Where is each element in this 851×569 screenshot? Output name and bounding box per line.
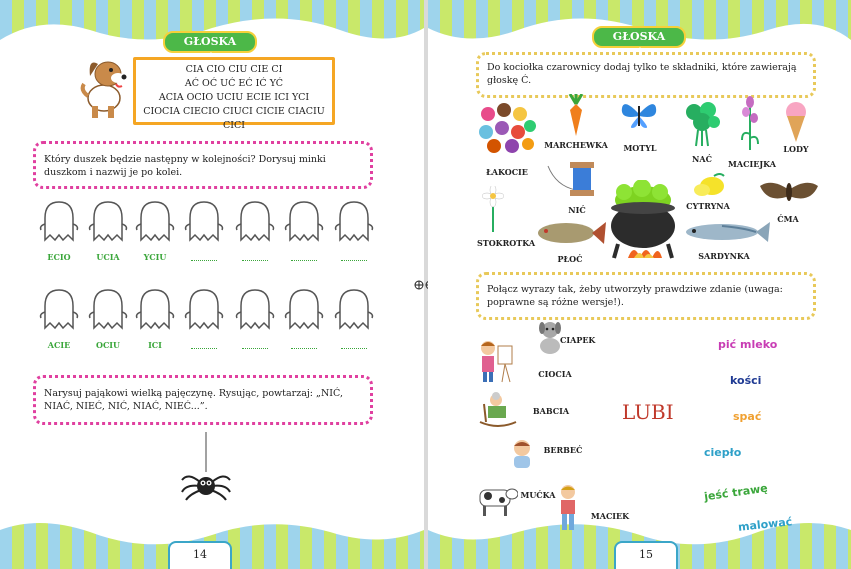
- label-nic: NIĆ: [568, 205, 586, 215]
- syllable-line-4: CIOCIA CIECIO CIUCI CICIE CIACIU CICI: [143, 106, 325, 131]
- syllable-line-2: AĆ OĆ UĆ EĆ IĆ YĆ: [184, 78, 284, 89]
- parsley-icon: [682, 100, 722, 148]
- answer-blank: [291, 260, 317, 261]
- ghost-icon: [88, 288, 128, 332]
- moth-icon: [758, 176, 820, 210]
- syllable-frame: [133, 57, 335, 131]
- ghost: [235, 200, 275, 248]
- ghost-icon: [135, 200, 175, 244]
- ghost-label: OCIU: [95, 340, 121, 350]
- right-page: [428, 0, 851, 569]
- cauldron-icon: [604, 180, 682, 260]
- answer-blank: [191, 260, 217, 261]
- ghost: [284, 200, 324, 248]
- ghost-icon: [88, 200, 128, 244]
- task-spider-text: Narysuj pająkowi wielką pajęczynę. Rysując, powtarzaj: „NIĆ, NIAĆ, NIEĆ, NIĆ, NIAĆ, NIEĆ...”.: [44, 388, 343, 412]
- ice-cream-icon: [784, 100, 808, 144]
- ghost: [39, 288, 79, 336]
- subject-ciapek: CIAPEK: [560, 335, 596, 345]
- ghost: [39, 200, 79, 248]
- lesson-tag: GŁOSKA: [163, 31, 257, 53]
- label-lody: LODY: [783, 144, 809, 154]
- maciejka-flower-icon: [740, 94, 760, 152]
- ghost-icon: [184, 288, 224, 332]
- carrot-icon: [564, 94, 588, 138]
- syllable-line-1: CIA CIO CIU CIE CI: [185, 64, 283, 75]
- ghost: [88, 200, 128, 248]
- ghost-label: ACIE: [47, 340, 71, 350]
- subject-mucka: MUĆKA: [520, 490, 556, 500]
- task-ghosts-text: Który duszek będzie następny w kolejności? Dorysuj minki duszkom i nazwij je po kolei.: [44, 154, 326, 178]
- task-box-ghosts: [33, 141, 373, 189]
- ghost-icon: [235, 200, 275, 244]
- label-cytryna: CYTRYNA: [686, 201, 730, 211]
- label-maciejka: MACIEJKA: [728, 159, 776, 169]
- toddler-icon: [508, 438, 538, 472]
- syllable-lines: [136, 63, 332, 133]
- ghost: [135, 200, 175, 248]
- label-lakocie: ŁAKOCIE: [486, 167, 528, 177]
- spider-icon: [180, 432, 232, 502]
- page-number-left: 14: [168, 541, 232, 569]
- label-motyl: MOTYL: [623, 143, 657, 153]
- ghost-icon: [135, 288, 175, 332]
- subject-berbec: BERBEĆ: [543, 445, 583, 455]
- ghost-label: YCIU: [143, 252, 167, 262]
- answer-blank: [191, 348, 217, 349]
- lemon-icon: [692, 172, 726, 198]
- answer-blank: [242, 348, 268, 349]
- cow-icon: [476, 482, 518, 518]
- answer-blank: [242, 260, 268, 261]
- sweets-icon: [476, 100, 538, 160]
- subject-ciocia: CIOCIA: [538, 369, 572, 379]
- task-box-spider: [33, 375, 373, 425]
- task-cauldron-text: Do kociołka czarownicy dodaj tylko te składniki, które zawierają głoskę Ć.: [487, 62, 797, 86]
- ghost: [334, 200, 374, 248]
- label-nac: NAĆ: [692, 154, 712, 164]
- object-pic-mleko: pić mleko: [718, 338, 778, 351]
- ghost: [88, 288, 128, 336]
- ghost-icon: [184, 200, 224, 244]
- subject-maciek: MACIEK: [590, 511, 630, 521]
- ghost: [184, 200, 224, 248]
- butterfly-icon: [620, 98, 658, 130]
- object-malowac: malować: [737, 515, 793, 534]
- verb-lubi: LUBI: [622, 400, 674, 424]
- task-sentences-text: Połącz wyrazy tak, żeby utworzyły prawdziwe zdanie (uwaga: poprawne są różne wersje!).: [487, 284, 783, 308]
- ghost-icon: [235, 288, 275, 332]
- subject-babcia: BABCIA: [532, 406, 570, 416]
- label-ploc: PŁOĆ: [557, 254, 583, 264]
- ghost: [284, 288, 324, 336]
- dog-icon: [78, 56, 134, 120]
- ghost: [184, 288, 224, 336]
- task-box-sentences: [476, 272, 816, 320]
- object-cieplo: ciepło: [704, 446, 742, 459]
- ghost-icon: [39, 288, 79, 332]
- task-box-cauldron: [476, 52, 816, 98]
- daisy-icon: [482, 186, 504, 234]
- ghost-icon: [284, 200, 324, 244]
- label-marchewka: MARCHEWKA: [544, 140, 608, 150]
- answer-blank: [341, 348, 367, 349]
- left-page: [0, 0, 424, 569]
- label-sardynka: SARDYNKA: [698, 251, 750, 261]
- ghost-icon: [284, 288, 324, 332]
- grandma-rocking-chair-icon: [478, 392, 518, 428]
- object-spac: spać: [733, 410, 762, 423]
- answer-blank: [291, 348, 317, 349]
- lesson-tag: GŁOSKA Ć: [592, 26, 686, 48]
- ghost-icon: [334, 200, 374, 244]
- thread-spool-icon: [546, 156, 598, 198]
- ghost-label: ICI: [148, 340, 162, 350]
- ghost-label: UCIA: [96, 252, 120, 262]
- ghost: [135, 288, 175, 336]
- ghost-label: ECIO: [47, 252, 71, 262]
- aunt-painting-icon: [474, 338, 516, 384]
- ghost-icon: [334, 288, 374, 332]
- ghost-icon: [39, 200, 79, 244]
- ghost: [235, 288, 275, 336]
- boy-icon: [556, 484, 580, 534]
- ghost: [334, 288, 374, 336]
- syllable-line-3: ACIA OCIO UCIU ECIE ICI YCI: [158, 92, 310, 103]
- label-cma: ĆMA: [777, 214, 799, 224]
- object-jesc-trawe: jeść trawę: [703, 481, 769, 504]
- label-stokrotka: STOKROTKA: [476, 238, 536, 248]
- roach-fish-icon: [534, 218, 606, 248]
- answer-blank: [341, 260, 367, 261]
- object-kosci: kości: [730, 374, 762, 387]
- sardine-fish-icon: [684, 218, 770, 246]
- page-number-right: 15: [614, 541, 678, 569]
